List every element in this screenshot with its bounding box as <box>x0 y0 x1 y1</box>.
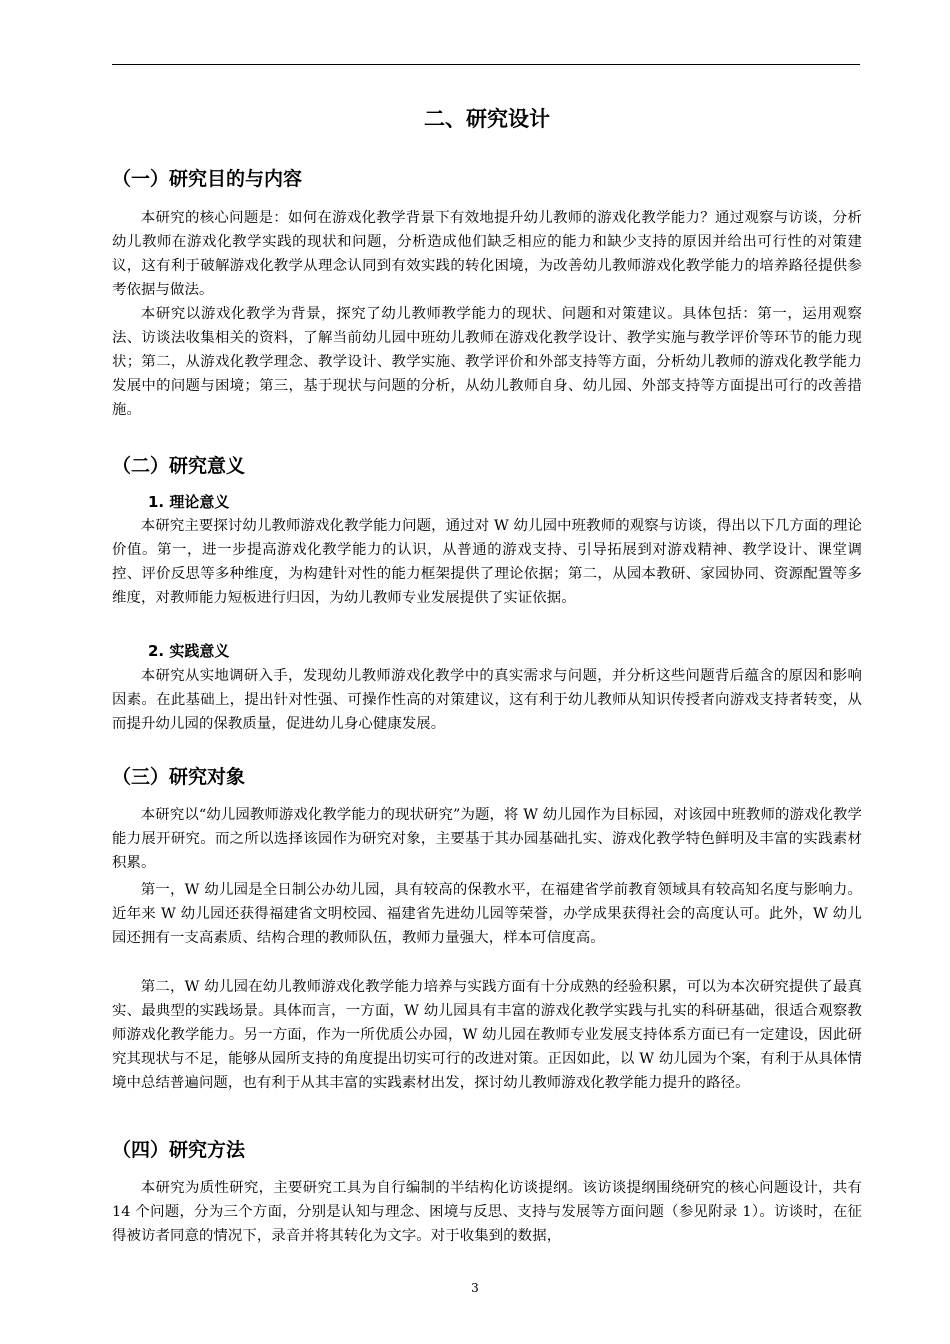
subsection-heading-practice: 2. 实践意义 <box>148 642 230 660</box>
page-number: 3 <box>471 1281 479 1295</box>
paragraph: 第二，W 幼儿园在幼儿教师游戏化教学能力培养与实践方面有十分成熟的经验积累，可以为本次研究提供了最真实、最典型的实践场景。具体而言，一方面，W 幼儿园具有丰富的游戏化教学实践与扎实的科研基础，很适合观察教师游戏化教学能力。另一方面，作为一所优质公办园，W 幼儿园在教师专业发展支持体系方面已有一定建设，因此研究其现状与不足，能够从园所支持的角度提出切实可行的改进对策。正因如此，以 W 幼儿园为个案，有利于从具体情境中总结普遍问题，也有利于从其丰富的实践素材出发，探讨幼儿教师游戏化教学能力提升的路径。 <box>112 979 862 1091</box>
section-heading-subjects: （三）研究对象 <box>112 766 246 788</box>
section-heading-significance: （二）研究意义 <box>112 455 246 477</box>
header-rule <box>112 64 860 65</box>
subsection-heading-theory: 1. 理论意义 <box>148 493 230 511</box>
paragraph: 本研究从实地调研入手，发现幼儿教师游戏化教学中的真实需求与问题，并分析这些问题背后蕴含的原因和影响因素。在此基础上，提出针对性强、可操作性高的对策建议，这有利于幼儿教师从知识传授者向游戏支持者转变，从而提升幼儿园的保教质量，促进幼儿身心健康发展。 <box>112 668 862 732</box>
section-heading-purpose: （一）研究目的与内容 <box>112 168 303 190</box>
chapter-title: 二、研究设计 <box>424 107 550 131</box>
paragraph: 第一，W 幼儿园是全日制公办幼儿园，具有较高的保教水平，在福建省学前教育领域具有较高知名度与影响力。近年来 W 幼儿园还获得福建省文明校园、福建省先进幼儿园等荣誉，办学成果获得社会的高度认可。此外，W 幼儿园还拥有一支高素质、结构合理的教师队伍，教师力量强大，样本可信度高。 <box>112 882 862 946</box>
paragraph: 本研究以游戏化教学为背景，探究了幼儿教师教学能力的现状、问题和对策建议。具体包括：第一，运用观察法、访谈法收集相关的资料，了解当前幼儿园中班幼儿教师在游戏化教学设计、教学实施与教学评价等环节的能力现状；第二，从游戏化教学理念、教学设计、教学实施、教学评价和外部支持等方面，分析幼儿教师的游戏化教学能力发展中的问题与困境；第三，基于现状与问题的分析，从幼儿教师自身、幼儿园、外部支持等方面提出可行的改善措施。 <box>112 306 862 418</box>
paragraph: 本研究为质性研究，主要研究工具为自行编制的半结构化访谈提纲。该访谈提纲围绕研究的核心问题设计，共有 14 个问题，分为三个方面，分别是认知与理念、困境与反思、支持与发展等方面问题（参见附录 1）。访谈时，在征得被访者同意的情况下，录音并将其转化为文字。对于收集到的数据， <box>112 1180 862 1244</box>
section-heading-methods: （四）研究方法 <box>112 1139 246 1161</box>
paragraph: 本研究的核心问题是：如何在游戏化教学背景下有效地提升幼儿教师的游戏化教学能力？通过观察与访谈，分析幼儿教师在游戏化教学实践的现状和问题，分析造成他们缺乏相应的能力和缺少支持的原因并给出可行性的对策建议，这有利于破解游戏化教学从理念认同到有效实践的转化困境，为改善幼儿教师游戏化教学能力的培养路径提供参考依据与做法。 <box>112 210 862 298</box>
paragraph: 本研究以“幼儿园教师游戏化教学能力的现状研究”为题，将 W 幼儿园作为目标园，对该园中班教师的游戏化教学能力展开研究。而之所以选择该园作为研究对象，主要基于其办园基础扎实、游戏化教学特色鲜明及丰富的实践素材积累。 <box>112 807 862 871</box>
paragraph: 本研究主要探讨幼儿教师游戏化教学能力问题，通过对 W 幼儿园中班教师的观察与访谈，得出以下几方面的理论价值。第一，进一步提高游戏化教学能力的认识，从普通的游戏支持、引导拓展到对游戏精神、教学设计、课堂调控、评价反思等多种维度，为构建针对性的能力框架提供了理论依据；第二，从园本教研、家园协同、资源配置等多维度，对教师能力短板进行归因，为幼儿教师专业发展提供了实证依据。 <box>112 518 862 606</box>
